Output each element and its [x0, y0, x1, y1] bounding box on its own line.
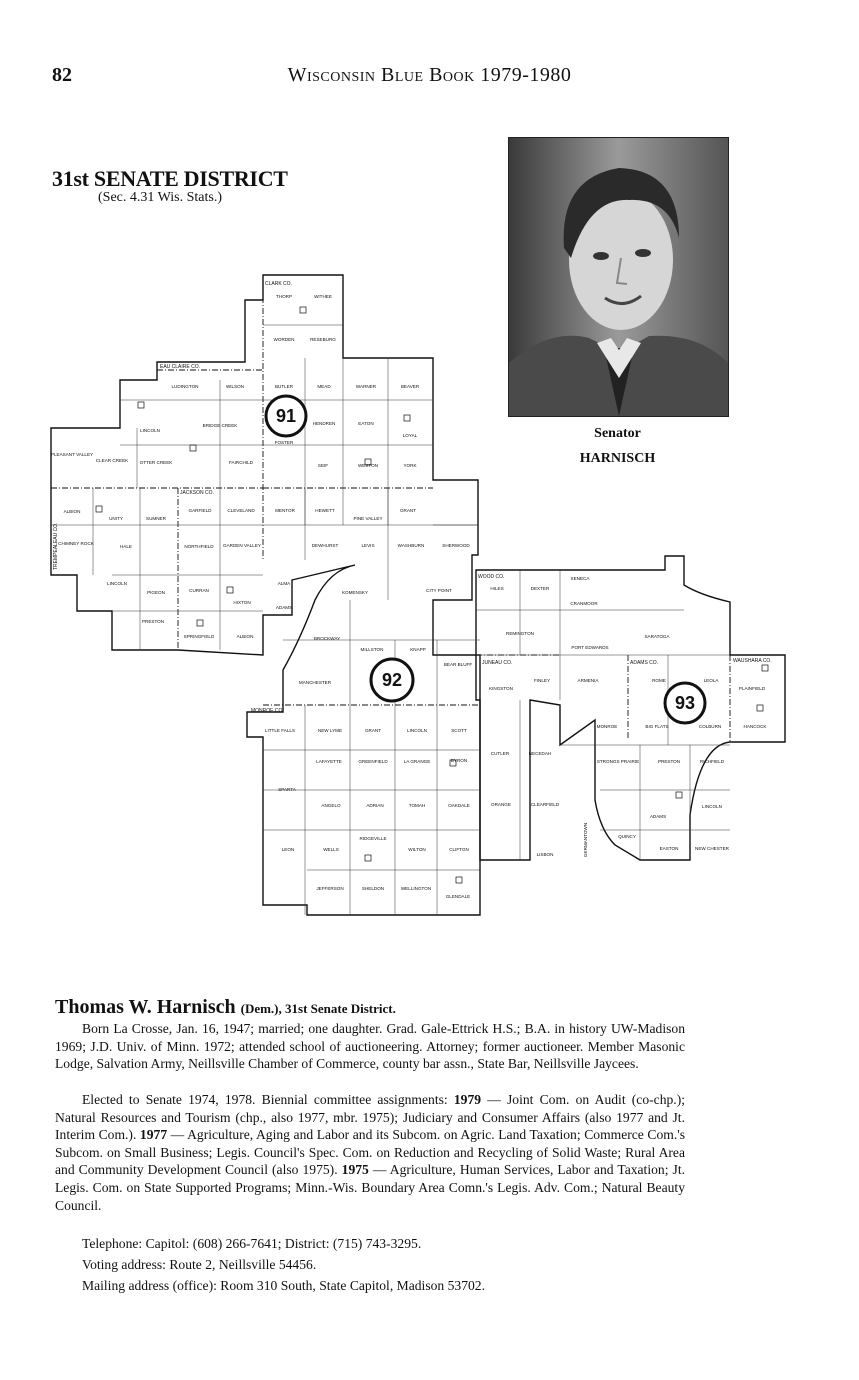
town-label: CITY POINT	[426, 588, 452, 593]
town-label: DEWHURST	[311, 543, 339, 548]
town-label: HEWETT	[315, 508, 335, 513]
county-label: EAU CLAIRE CO.	[160, 364, 201, 370]
assembly-district-93	[665, 683, 705, 723]
town-label: LISBON	[536, 852, 554, 857]
town-label: LUDINGTON	[171, 384, 199, 389]
town-label: BEAVER	[400, 384, 420, 389]
county-label: ADAMS CO.	[630, 660, 659, 666]
town-label: WILTON	[408, 847, 426, 852]
map-boundary-east	[476, 556, 785, 860]
town-label: MENTOR	[275, 508, 295, 513]
town-label: EATON	[358, 421, 374, 426]
town-label: LITTLE FALLS	[264, 728, 296, 733]
town-label: KNAPP	[410, 647, 426, 652]
town-label: RESEBURG	[310, 337, 336, 342]
page-number: 82	[52, 64, 72, 86]
svg-text:93: 93	[674, 693, 696, 713]
town-label: LAFAYETTE	[316, 759, 342, 764]
town-label: RICHFIELD	[699, 759, 725, 764]
town-label: LA GRANGE	[403, 759, 431, 764]
bio-paragraph-2: Elected to Senate 1974, 1978. Biennial committee assignments: 1979 — Joint Com. on Audit (co-chp.); Natural Resources and Tourism (chp., also 1977, mbr. 1975); Judiciary and Consumer Affairs (also 1977 and Jt. Interim Com.). 1977 — Agriculture, Aging and Labor and its Subcom. on Agric. Land Taxation; Commerce Com.'s Subcom. on Small Business; Legis. Council's Spec. Com. on Reduction and Recycling of Solid Waste; Rural Area and Community Development Council (also 1975). 1975 — Agriculture, Human Services, Labor and Taxation; Jt. Legis. Com. on State Supported Programs; Minn.-Wis. Boundary Area Comn.'s Legis. Adv. Com.; Natural Beauty Council.	[55, 1092, 685, 1213]
town-label: WORDEN	[273, 337, 295, 342]
town-label: SARATOGA	[644, 634, 670, 639]
town-label: ORANGE	[491, 802, 511, 807]
town-label: NORTHFIELD	[184, 544, 214, 549]
photo-caption-name: HARNISCH	[579, 451, 656, 466]
town-label: NECEDAH	[528, 751, 552, 756]
town-label: GRANT	[399, 508, 417, 513]
village-markers	[96, 307, 768, 883]
photo-caption-title: Senator	[594, 426, 641, 441]
town-label: PLEASANT VALLEY	[50, 452, 94, 457]
town-labels	[51, 294, 768, 899]
town-label: GARFIELD	[188, 508, 212, 513]
town-label: SHELDON	[361, 886, 385, 891]
town-label: SPARTA	[278, 787, 296, 792]
district-statute: (Sec. 4.31 Wis. Stats.)	[98, 190, 223, 205]
town-label: CLEVELAND	[227, 508, 255, 513]
town-label: ALBION	[236, 634, 254, 639]
town-label: HILES	[490, 586, 504, 591]
town-label: NEW CHESTER	[695, 846, 729, 851]
svg-text:92: 92	[381, 670, 403, 690]
town-label: PRESTON	[657, 759, 681, 764]
town-label: ALBION	[63, 509, 81, 514]
town-label: ARMENIA	[577, 678, 599, 683]
town-label: LEVIS	[361, 543, 375, 548]
town-label: LEON	[281, 847, 295, 852]
town-label: MONROE	[596, 724, 618, 729]
town-label: COLBURN	[698, 724, 722, 729]
town-label: PINE VALLEY	[353, 516, 383, 521]
town-label: MEAD	[317, 384, 331, 389]
mailing-address: Mailing address (office): Room 310 South, State Capitol, Madison 53702.	[82, 1278, 485, 1293]
map-boundary-west	[51, 275, 480, 915]
town-label: ADRIAN	[366, 803, 384, 808]
town-label: WILSON	[225, 384, 245, 389]
town-label: JEFFERSON	[316, 886, 344, 891]
town-label: ALMA	[277, 581, 291, 586]
town-label: LEOLA	[703, 678, 719, 683]
town-label: GREENFIELD	[358, 759, 388, 764]
assembly-district-91	[266, 396, 306, 436]
town-label: ANGELO	[321, 803, 341, 808]
town-label: REMINGTON	[506, 631, 534, 636]
party-district: (Dem.), 31st Senate District.	[240, 1001, 396, 1016]
town-label: DEXTER	[530, 586, 550, 591]
county-label: TREMPEALEAU CO.	[53, 522, 59, 570]
town-label: SHERWOOD	[442, 543, 470, 548]
town-label: WITHEE	[314, 294, 332, 299]
town-label: GARDEN VALLEY	[223, 543, 261, 548]
town-label: LINCOLN	[107, 581, 127, 586]
county-label: CLARK CO.	[265, 281, 292, 287]
svg-text:91: 91	[275, 406, 297, 426]
town-label: HALE	[119, 544, 133, 549]
town-label: EASTON	[659, 846, 679, 851]
town-label: SPRINGFIELD	[183, 634, 215, 639]
town-label: FINLEY	[533, 678, 551, 683]
telephone-line: Telephone: Capitol: (608) 266-7641; District: (715) 743-3295.	[82, 1236, 422, 1251]
town-label: BRIDGE CREEK	[202, 423, 238, 428]
town-label: HANCOCK	[743, 724, 767, 729]
town-label: BROCKWAY	[313, 636, 341, 641]
town-label: WASHBURN	[397, 543, 425, 548]
town-label: SEIF	[317, 463, 329, 468]
county-label: JUNEAU CO.	[482, 660, 513, 666]
town-label: CURRAN	[189, 588, 209, 593]
town-label: KINGSTON	[489, 686, 513, 691]
town-label: CLIFTON	[449, 847, 469, 852]
running-head: Wisconsin Blue Book 1979-1980	[287, 64, 572, 86]
town-label: KOMENSKY	[341, 590, 369, 595]
town-label: LINCOLN	[407, 728, 427, 733]
town-label: WARNER	[355, 384, 377, 389]
county-label: JACKSON CO.	[180, 490, 214, 496]
town-label: BYRON	[450, 758, 468, 763]
town-label: QUINCY	[618, 834, 636, 839]
town-label: WELLS	[323, 847, 339, 852]
town-label: PORT EDWARDS	[571, 645, 609, 650]
county-label: WOOD CO.	[478, 574, 505, 580]
town-label: FAIRCHILD	[229, 460, 253, 465]
town-label: SCOTT	[451, 728, 467, 733]
town-label: FOSTER	[274, 440, 294, 445]
town-label: LINCOLN	[140, 428, 160, 433]
town-label: NEW LYME	[317, 728, 343, 733]
town-label: GRANT	[364, 728, 382, 733]
district-title: 31st SENATE DISTRICT	[52, 166, 288, 191]
town-label: WESTON	[357, 463, 379, 468]
county-label: MONROE CO.	[251, 708, 284, 714]
town-label: LOYAL	[402, 433, 418, 438]
town-label: CHIMNEY ROCK	[58, 541, 94, 546]
voting-address: Voting address: Route 2, Neillsville 54456.	[82, 1257, 317, 1272]
town-label: OAKDALE	[448, 803, 470, 808]
town-label: OTTER CREEK	[139, 460, 173, 465]
town-label: WELLINGTON	[400, 886, 432, 891]
town-label: HENDREN	[312, 421, 336, 426]
town-label: ADAMS	[275, 605, 293, 610]
county-label: WAUSHARA CO.	[733, 658, 772, 664]
town-label: CRANMOOR	[570, 601, 598, 606]
town-label: BUTLER	[274, 384, 294, 389]
town-label: MILLSTON	[360, 647, 384, 652]
town-label: RIDGEVILLE	[359, 836, 387, 841]
town-label: UNITY	[109, 516, 123, 521]
town-label: PLAINFIELD	[738, 686, 766, 691]
town-label: ADAMS	[649, 814, 667, 819]
senator-name: Thomas W. Harnisch	[55, 996, 236, 1018]
town-label: LINCOLN	[702, 804, 722, 809]
town-label: GLENDALE	[445, 894, 471, 899]
town-label: CUTLER	[490, 751, 510, 756]
town-label: YORK	[403, 463, 417, 468]
town-label: SUMNER	[146, 516, 166, 521]
town-label: CLEARFIELD	[530, 802, 560, 807]
town-label: ROME	[652, 678, 666, 683]
town-label: THORP	[275, 294, 293, 299]
town-label: MANCHESTER	[298, 680, 332, 685]
town-label: PRESTON	[141, 619, 165, 624]
senator-name-line	[55, 996, 396, 1019]
town-label: PIGEON	[147, 590, 165, 595]
town-label: SENECA	[570, 576, 590, 581]
town-label: STRONGS PRAIRIE	[596, 759, 640, 764]
town-label: TOMAH	[408, 803, 426, 808]
district-map	[48, 272, 788, 920]
town-label: BEAR BLUFF	[443, 662, 473, 667]
bio-paragraph-1: Born La Crosse, Jan. 16, 1947; married; one daughter. Grad. Gale-Ettrick H.S.; B.A. in history UW-Madison 1969; J.D. Univ. of Minn. 1972; attended school of auctioneering. Attorney; former auctioneer. Member Masonic Lodge, Salvation Army, Neillsville Chamber of Commerce, county bar assn., State Bar, Neillsville Jaycees.	[55, 1021, 685, 1072]
assembly-district-92	[371, 659, 413, 701]
town-label: GERMANTOWN	[583, 822, 588, 858]
town-label: CLEAR CREEK	[95, 458, 129, 463]
town-label: HIXTON	[233, 600, 251, 605]
town-label: BIG FLATS	[645, 724, 669, 729]
